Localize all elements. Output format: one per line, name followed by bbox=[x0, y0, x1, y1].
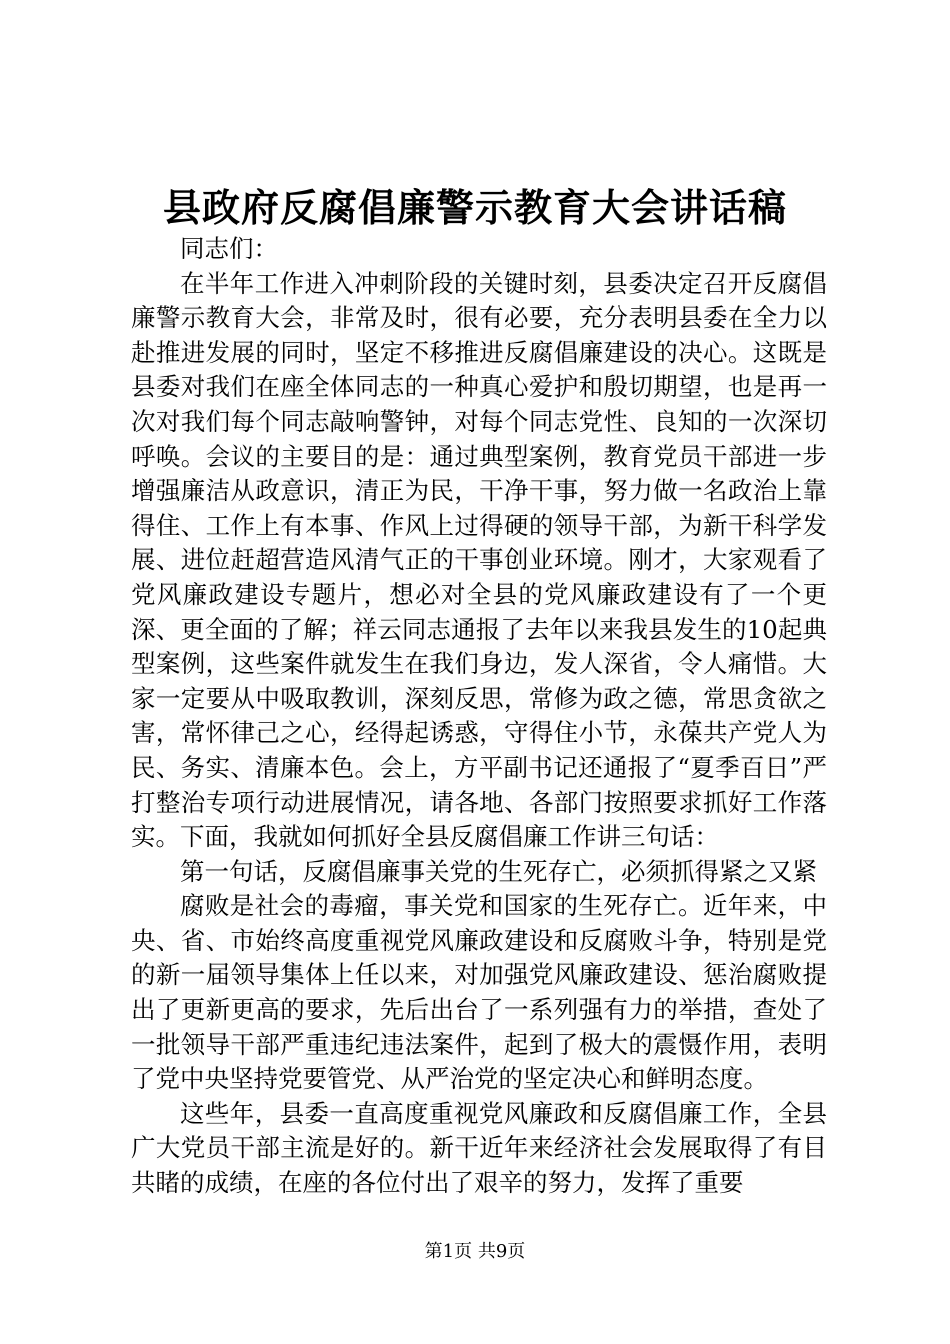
paragraph-section1-b: 这些年，县委一直高度重视党风廉政和反腐倡廉工作，全县广大党员干部主流是好的。新干近年来经济社会发展取得了有目共睹的成绩，在座的各位付出了艰辛的努力，发挥了重要 bbox=[131, 1098, 827, 1198]
page-footer: 第1页 共9页 bbox=[424, 1241, 526, 1262]
paragraph-intro: 在半年工作进入冲刺阶段的关键时刻，县委决定召开反腐倡廉警示教育大会，非常及时，很有必要，充分表明县委在全力以赴推进发展的同时，坚定不移推进反腐倡廉建设的决心。这既是县委对我们在座全体同志的一种真心爱护和殷切期望，也是再一次对我们每个同志敲响警钟，对每个同志党性、良知的一次深切呼唤。会议的主要目的是：通过典型案例，教育党员干部进一步增强廉洁从政意识，清正为民，干净干事，努力做一名政治上靠得住、工作上有本事、作风上过得硬的领导干部，为新干科学发展、进位赶超营造风清气正的干事创业环境。刚才，大家观看了党风廉政建设专题片，想必对全县的党风廉政建设有了一个更深、更全面的了解；祥云同志通报了去年以来我县发生的10起典型案例，这些案件就发生在我们身边，发人深省，令人痛惜。大家一定要从中吸取教训，深刻反思，常修为政之德，常思贪欲之害，常怀律己之心，经得起诱惑，守得住小节，永葆共产党人为民、务实、清廉本色。会上，方平副书记还通报了“夏季百日”严打整治专项行动进展情况，请各地、各部门按照要求抓好工作落实。下面，我就如何抓好全县反腐倡廉工作讲三句话： bbox=[131, 268, 827, 852]
section-heading-1: 第一句话，反腐倡廉事关党的生死存亡，必须抓得紧之又紧 bbox=[180, 856, 817, 886]
paragraph-section1-a: 腐败是社会的毒瘤，事关党和国家的生死存亡。近年来，中央、省、市始终高度重视党风廉政建设和反腐败斗争，特别是党的新一届领导集体上任以来，对加强党风廉政建设、惩治腐败提出了更新更高的要求，先后出台了一系列强有力的举措，查处了一批领导干部严重违纪违法案件，起到了极大的震慑作用，表明了党中央坚持党要管党、从严治党的坚定决心和鲜明态度。 bbox=[131, 891, 827, 1094]
paragraph-salutation: 同志们： bbox=[180, 234, 278, 263]
document-body bbox=[131, 232, 827, 1201]
document-title: 县政府反腐倡廉警示教育大会讲话稿 bbox=[162, 185, 787, 230]
